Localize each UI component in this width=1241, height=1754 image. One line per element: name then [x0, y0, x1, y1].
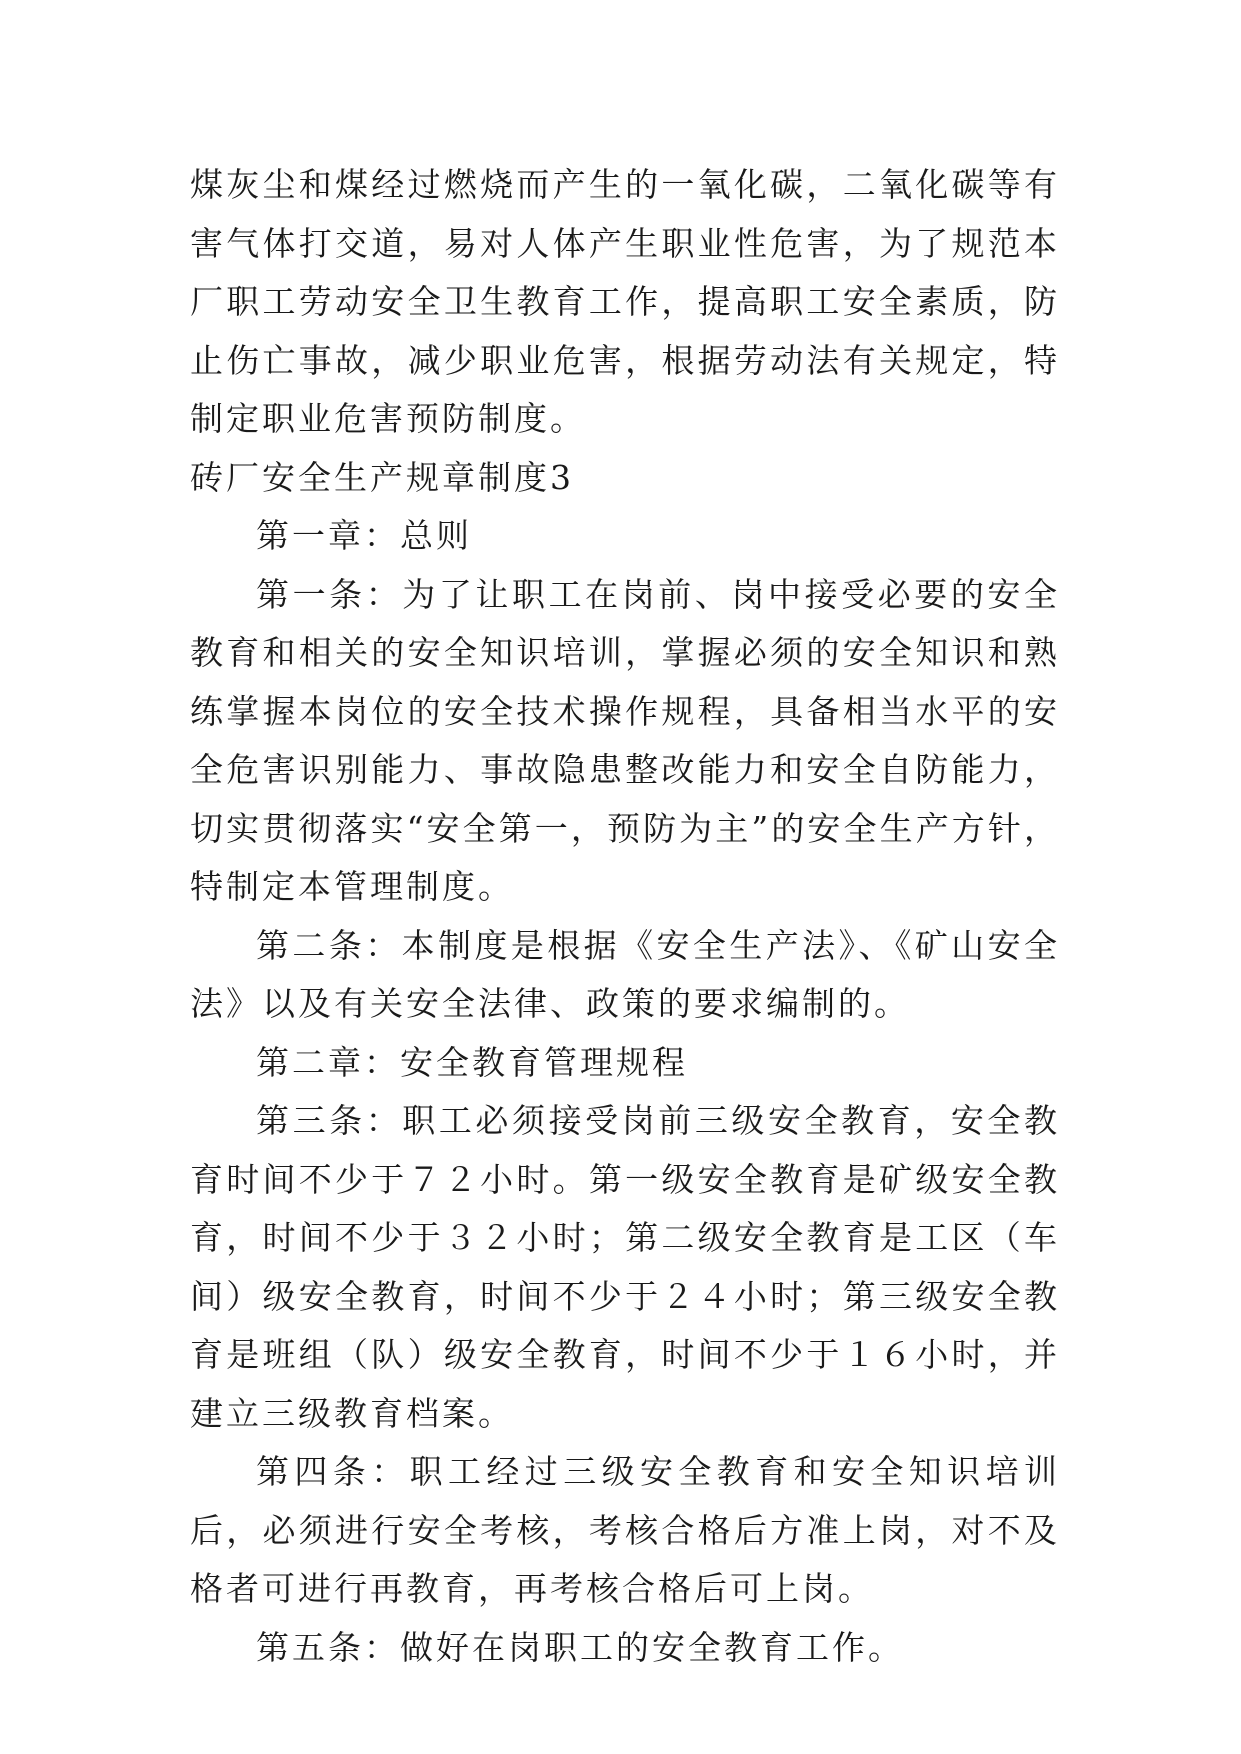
section-title: 砖厂安全生产规章制度3: [190, 457, 574, 497]
article-2: 第二条：本制度是根据《安全生产法》、《矿山安全法》以及有关安全法律、政策的要求编制的。: [190, 925, 1060, 1023]
document-body: [190, 156, 1060, 1677]
article-1: 第一条：为了让职工在岗前、岗中接受必要的安全教育和相关的安全知识培训，掌握必须的安全知识和熟练掌握本岗位的安全技术操作规程，具备相当水平的安全危害识别能力、事故隐患整改能力和安全自防能力，切实贯彻落实“安全第一，预防为主”的安全生产方针，特制定本管理制度。: [190, 574, 1060, 906]
chapter-1-heading: 第一章：总则: [256, 516, 472, 555]
chapter-2-heading: 第二章：安全教育管理规程: [256, 1042, 688, 1082]
article-3: 第三条：职工必须接受岗前三级安全教育，安全教育时间不少于７２小时。第一级安全教育是矿级安全教育，时间不少于３２小时；第二级安全教育是工区（车间）级安全教育，时间不少于２４小时；第三级安全教育是班组（队）级安全教育，时间不少于１６小时，并建立三级教育档案。: [190, 1101, 1060, 1433]
article-4: 第四条：职工经过三级安全教育和安全知识培训后，必须进行安全考核，考核合格后方准上岗，对不及格者可进行再教育，再考核合格后可上岗。: [190, 1452, 1060, 1608]
article-5: 第五条：做好在岗职工的安全教育工作。: [256, 1627, 904, 1667]
paragraph-1: 煤灰尘和煤经过燃烧而产生的一氧化碳，二氧化碳等有害气体打交道，易对人体产生职业性危害，为了规范本厂职工劳动安全卫生教育工作，提高职工安全素质，防止伤亡事故，减少职业危害，根据劳动法有关规定，特制定职业危害预防制度。: [190, 165, 1060, 438]
